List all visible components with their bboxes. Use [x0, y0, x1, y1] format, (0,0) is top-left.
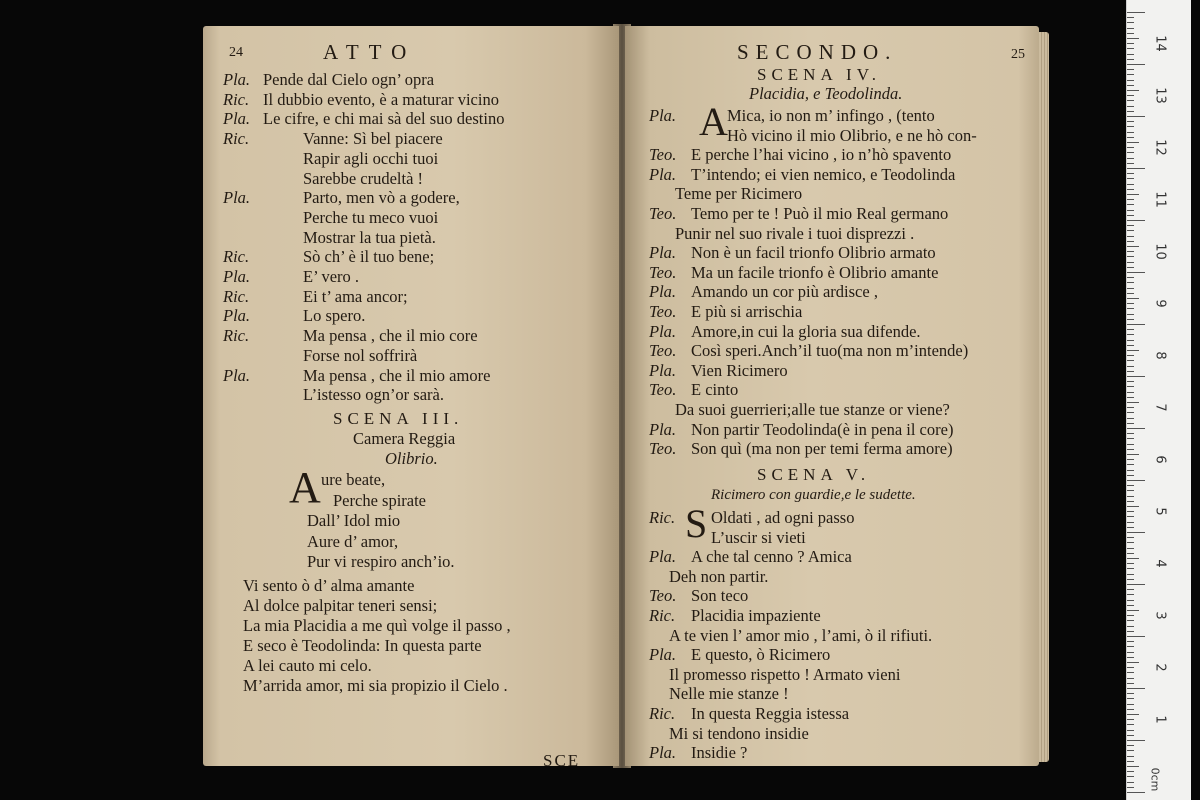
recitative-line: A lei cauto mi celo.: [243, 656, 372, 675]
ruler-tick: [1127, 594, 1134, 595]
verse-line: Parto, men vò a godere,: [303, 188, 460, 208]
left-page: [203, 26, 619, 766]
ruler-tick: [1127, 43, 1134, 44]
speaker-label: Pla.: [649, 419, 677, 439]
ruler-tick: [1127, 319, 1134, 320]
speaker-label: Pla.: [223, 365, 251, 385]
ruler-tick: [1127, 688, 1145, 689]
ruler-tick: [1127, 329, 1134, 330]
verse-line: E questo, ò Ricimero: [691, 645, 831, 665]
ruler-tick: [1127, 620, 1134, 621]
verse-line: Deh non partir.: [669, 566, 769, 586]
ruler-tick: [1127, 542, 1134, 543]
ruler-tick: [1127, 761, 1134, 762]
scene-heading: SCENA IV.: [757, 65, 882, 84]
ruler-tick: [1127, 745, 1134, 746]
ruler-number: 13: [1152, 87, 1168, 104]
ruler-tick: [1127, 106, 1134, 107]
ruler-tick: [1127, 657, 1134, 658]
ruler-tick: [1127, 334, 1134, 335]
scene-persons: Ricimero con guardie,e le sudette.: [711, 487, 916, 503]
recitative-line: Al dolce palpitar teneri sensi;: [243, 596, 438, 615]
ruler-tick: [1127, 178, 1134, 179]
ruler-number: 8: [1152, 351, 1168, 360]
ruler-tick: [1127, 28, 1134, 29]
ruler-tick: [1127, 324, 1145, 325]
ruler-tick: [1127, 470, 1134, 471]
ruler-tick: [1127, 33, 1134, 34]
ruler-tick: [1127, 672, 1134, 673]
speaker-label: Pla.: [649, 321, 677, 341]
ruler-tick: [1127, 402, 1139, 403]
drop-capital: A: [289, 463, 321, 512]
speaker-label: Teo.: [649, 204, 677, 223]
ruler-tick: [1127, 381, 1134, 382]
verse-line: Amando un cor più ardisce ,: [691, 282, 878, 302]
speaker-label: Ric.: [649, 508, 676, 527]
ruler-tick: [1127, 771, 1134, 772]
ruler-tick: [1127, 698, 1134, 699]
ruler-tick: [1127, 54, 1134, 55]
ruler-tick: [1127, 350, 1139, 351]
ruler-tick: [1127, 116, 1145, 117]
ruler-tick: [1127, 787, 1134, 788]
page-edges: [1039, 32, 1049, 762]
speaker-label: Pla.: [649, 106, 677, 125]
ruler-tick: [1127, 272, 1145, 273]
ruler-tick: [1127, 251, 1134, 252]
speaker-label: Pla.: [649, 164, 677, 184]
ruler-tick: [1127, 80, 1134, 81]
ruler-tick: [1127, 412, 1134, 413]
verse-line: E’ vero .: [303, 267, 360, 286]
ruler-tick: [1127, 366, 1134, 367]
ruler-tick: [1127, 433, 1134, 434]
aria-verse: Dall’ Idol mio: [307, 511, 401, 530]
ruler-tick: [1127, 496, 1134, 497]
ruler-tick: [1127, 631, 1134, 632]
recitative-line: Vi sento ò d’ alma amante: [243, 576, 415, 595]
verse-line: Ma un facile trionfo è Olibrio amante: [691, 262, 939, 282]
ruler-unit: 0cm: [1148, 767, 1162, 792]
ruler-tick: [1127, 506, 1139, 507]
ruler-number: 9: [1152, 299, 1168, 308]
ruler-tick: [1127, 194, 1139, 195]
ruler-tick: [1127, 225, 1134, 226]
ruler-tick: [1127, 418, 1134, 419]
verse-line: Sarebbe crudeltà !: [303, 168, 424, 188]
ruler-tick: [1127, 288, 1134, 289]
ruler-number: 4: [1152, 559, 1168, 568]
ruler-tick: [1127, 730, 1134, 731]
measuring-ruler: [1126, 0, 1191, 800]
ruler-tick: [1127, 303, 1134, 304]
ruler-tick: [1127, 293, 1134, 294]
drop-capital: A: [699, 99, 728, 144]
ruler-tick: [1127, 345, 1134, 346]
verse-line: Vien Ricimero: [691, 360, 788, 380]
ruler-tick: [1127, 314, 1134, 315]
scene-persons: Olibrio.: [385, 449, 438, 468]
speaker-label: Ric.: [223, 89, 250, 109]
ruler-tick: [1127, 111, 1134, 112]
verse-line: Il dubbio evento, è a maturar vicino: [263, 89, 499, 109]
speaker-label: Pla.: [223, 188, 251, 208]
ruler-number: 5: [1152, 507, 1168, 516]
ruler-tick: [1127, 121, 1134, 122]
verse-line: L’uscir si vieti: [711, 527, 806, 547]
verse-line: A che tal cenno ? Amica: [691, 547, 852, 567]
ruler-tick: [1127, 667, 1134, 668]
ruler-tick: [1127, 615, 1134, 616]
speaker-label: Pla.: [649, 360, 677, 380]
ruler-tick: [1127, 215, 1134, 216]
ruler-tick: [1127, 204, 1134, 205]
ruler-tick: [1127, 714, 1139, 715]
ruler-number: 2: [1152, 663, 1168, 672]
ruler-tick: [1127, 126, 1134, 127]
ruler-tick: [1127, 199, 1134, 200]
verse-line: In questa Reggia istessa: [691, 704, 850, 723]
verse-line: Perche tu meco vuoi: [303, 207, 439, 227]
ruler-number: 14: [1152, 35, 1168, 52]
verse-line: Ma pensa , che il mio core: [303, 326, 478, 346]
speaker-label: Teo.: [649, 302, 677, 321]
ruler-tick: [1127, 230, 1134, 231]
ruler-tick: [1127, 584, 1145, 585]
right-page: [625, 26, 1039, 766]
ruler-tick: [1127, 282, 1134, 283]
ruler-tick: [1127, 12, 1145, 13]
scene-heading: SCENA V.: [757, 465, 871, 484]
verse-line: Teme per Ricimero: [675, 184, 803, 204]
speaker-label: Pla.: [223, 109, 251, 129]
ruler-tick: [1127, 241, 1134, 242]
ruler-tick: [1127, 610, 1139, 611]
verse-line: Placidia impaziente: [691, 606, 821, 625]
scene-heading: SCENA III.: [333, 409, 464, 428]
speaker-label: Pla.: [649, 645, 677, 665]
speaker-label: Pla.: [223, 267, 251, 286]
ruler-tick: [1127, 459, 1134, 460]
ruler-tick: [1127, 636, 1145, 637]
ruler-tick: [1127, 454, 1139, 455]
running-head: ATTO: [323, 40, 417, 64]
ruler-tick: [1127, 428, 1145, 429]
ruler-number: 10: [1152, 243, 1168, 260]
speaker-label: Teo.: [649, 586, 677, 606]
ruler-number: 3: [1152, 611, 1168, 620]
ruler-tick: [1127, 646, 1134, 647]
ruler-tick: [1127, 220, 1145, 221]
ruler-tick: [1127, 22, 1134, 23]
ruler-tick: [1127, 423, 1134, 424]
aria-verse: ure beate,: [321, 470, 386, 489]
ruler-tick: [1127, 511, 1134, 512]
ruler-tick: [1127, 173, 1134, 174]
ruler-tick: [1127, 95, 1134, 96]
ruler-tick: [1127, 750, 1134, 751]
verse-line: Le cifre, e chi mai sà del suo destino: [263, 109, 505, 129]
speaker-label: Pla.: [649, 743, 677, 763]
verse-line: Vanne: Sì bel piacere: [303, 129, 443, 149]
ruler-tick: [1127, 516, 1134, 517]
verse-line: Ma pensa , che il mio amore: [303, 365, 491, 385]
ruler-tick: [1127, 485, 1134, 486]
ruler-tick: [1127, 724, 1134, 725]
ruler-tick: [1127, 568, 1134, 569]
ruler-tick: [1127, 137, 1134, 138]
speaker-label: Pla.: [649, 547, 677, 567]
ruler-tick: [1127, 776, 1134, 777]
speaker-label: Teo.: [649, 262, 677, 282]
speaker-label: Teo.: [649, 341, 677, 361]
speaker-label: Pla.: [223, 70, 251, 89]
verse-line: Temo per te ! Può il mio Real germano: [691, 204, 949, 223]
verse-line: A te vien l’ amor mio , l’ami, ò il rifiuti.: [669, 625, 933, 645]
ruler-tick: [1127, 158, 1134, 159]
verse-line: Mica, io non m’ infingo , (tento: [727, 106, 935, 125]
ruler-tick: [1127, 537, 1134, 538]
verse-line: Lo spero.: [303, 306, 366, 326]
ruler-tick: [1127, 719, 1134, 720]
aria-verse: Aure d’ amor,: [307, 531, 399, 551]
verse-line: Hò vicino il mio Olibrio, e ne hò con-: [727, 125, 977, 145]
ruler-tick: [1127, 85, 1134, 86]
verse-line: Non partir Teodolinda(è in pena il core): [691, 419, 954, 439]
verse-line: L’istesso ogn’or sarà.: [303, 385, 444, 405]
ruler-tick: [1127, 678, 1134, 679]
speaker-label: Ric.: [223, 286, 250, 306]
page-number: 25: [1011, 47, 1025, 62]
recitative-line: La mia Placidia a me quì volge il passo ,: [243, 616, 511, 635]
scene-persons: Placidia, e Teodolinda.: [749, 84, 903, 103]
speaker-label: Pla.: [223, 306, 251, 326]
ruler-tick: [1127, 548, 1134, 549]
verse-line: Non è un facil trionfo Olibrio armato: [691, 243, 936, 263]
speaker-label: Teo.: [649, 439, 677, 459]
speaker-label: Ric.: [223, 129, 250, 149]
ruler-tick: [1127, 59, 1134, 60]
ruler-tick: [1127, 392, 1134, 393]
ruler-tick: [1127, 532, 1145, 533]
ruler-tick: [1127, 490, 1134, 491]
ruler-tick: [1127, 574, 1134, 575]
ruler-tick: [1127, 147, 1134, 148]
ruler-tick: [1127, 184, 1134, 185]
ruler-tick: [1127, 100, 1134, 101]
verse-line: T’intendo; ei vien nemico, e Teodolinda: [691, 164, 956, 184]
ruler-tick: [1127, 522, 1134, 523]
ruler-tick: [1127, 553, 1134, 554]
speaker-label: Ric.: [649, 606, 676, 625]
ruler-number: 6: [1152, 455, 1168, 464]
drop-capital: S: [685, 501, 708, 546]
ruler-tick: [1127, 792, 1145, 793]
ruler-tick: [1127, 662, 1139, 663]
running-head: SECONDO.: [737, 40, 898, 64]
verse-line: Pende dal Cielo ogn’ opra: [263, 70, 435, 89]
verse-line: Punir nel suo rivale i tuoi disprezzi .: [675, 223, 915, 243]
ruler-tick: [1127, 210, 1134, 211]
ruler-tick: [1127, 652, 1134, 653]
verse-line: Oldati , ad ogni passo: [711, 508, 855, 527]
ruler-tick: [1127, 740, 1145, 741]
ruler-tick: [1127, 449, 1134, 450]
ruler-tick: [1127, 262, 1134, 263]
ruler-tick: [1127, 475, 1134, 476]
ruler-tick: [1127, 360, 1134, 361]
ruler-tick: [1127, 371, 1134, 372]
ruler-tick: [1127, 563, 1134, 564]
verse-line: Mi si tendono insidie: [669, 723, 809, 743]
ruler-tick: [1127, 558, 1139, 559]
verse-line: E più si arrischia: [691, 302, 803, 321]
ruler-tick: [1127, 340, 1134, 341]
ruler-number: 11: [1152, 191, 1168, 208]
ruler-tick: [1127, 693, 1134, 694]
ruler-tick: [1127, 48, 1134, 49]
verse-line: Insidie ?: [691, 743, 748, 763]
ruler-tick: [1127, 64, 1145, 65]
ruler-tick: [1127, 641, 1134, 642]
speaker-label: Teo.: [649, 145, 677, 165]
ruler-number: 7: [1152, 403, 1168, 412]
verse-line: Rapir agli occhi tuoi: [303, 148, 439, 168]
verse-line: Amore,in cui la gloria sua difende.: [691, 321, 921, 341]
ruler-tick: [1127, 17, 1134, 18]
ruler-tick: [1127, 600, 1134, 601]
verse-line: Il promesso rispetto ! Armato vieni: [669, 664, 901, 684]
page-number: 24: [229, 45, 243, 60]
speaker-label: Ric.: [223, 247, 250, 267]
ruler-tick: [1127, 407, 1134, 408]
ruler-number: 12: [1152, 139, 1168, 156]
ruler-tick: [1127, 90, 1139, 91]
verse-line: Son quì (ma non per temi ferma amore): [691, 439, 953, 459]
verse-line: Così speri.Anch’il tuo(ma non m’intende): [691, 341, 969, 361]
ruler-tick: [1127, 189, 1134, 190]
ruler-tick: [1127, 605, 1134, 606]
speaker-label: Teo.: [649, 380, 677, 400]
ruler-tick: [1127, 527, 1134, 528]
speaker-label: Ric.: [649, 704, 676, 723]
ruler-tick: [1127, 142, 1139, 143]
ruler-tick: [1127, 589, 1134, 590]
aria-verse: Pur vi respiro anch’io.: [307, 552, 455, 571]
ruler-tick: [1127, 246, 1139, 247]
verse-line: Nelle mie stanze !: [669, 684, 789, 704]
recitative-line: E seco è Teodolinda: In questa parte: [243, 636, 482, 655]
ruler-tick: [1127, 683, 1134, 684]
speaker-label: Ric.: [223, 326, 250, 346]
speaker-label: Pla.: [649, 282, 677, 302]
ruler-tick: [1127, 308, 1134, 309]
ruler-tick: [1127, 355, 1134, 356]
ruler-tick: [1127, 444, 1134, 445]
ruler-tick: [1127, 236, 1134, 237]
ruler-tick: [1127, 766, 1139, 767]
ruler-tick: [1127, 69, 1134, 70]
ruler-tick: [1127, 38, 1139, 39]
ruler-tick: [1127, 626, 1134, 627]
scene-place: Camera Reggia: [353, 429, 456, 448]
ruler-tick: [1127, 74, 1134, 75]
ruler-tick: [1127, 579, 1134, 580]
ruler-tick: [1127, 735, 1134, 736]
ruler-tick: [1127, 267, 1134, 268]
ruler-tick: [1127, 464, 1134, 465]
ruler-tick: [1127, 397, 1134, 398]
ruler-tick: [1127, 709, 1134, 710]
ruler-tick: [1127, 152, 1134, 153]
ruler-tick: [1127, 386, 1134, 387]
verse-line: Ei t’ ama ancor;: [303, 286, 408, 306]
ruler-tick: [1127, 376, 1145, 377]
catchword: SCE: [543, 751, 581, 766]
verse-line: Forse nol soffrirà: [303, 345, 418, 365]
verse-line: Son teco: [691, 586, 749, 606]
ruler-tick: [1127, 480, 1145, 481]
ruler-tick: [1127, 163, 1134, 164]
ruler-tick: [1127, 438, 1134, 439]
aria-verse: Perche spirate: [333, 490, 426, 510]
ruler-tick: [1127, 501, 1134, 502]
open-book: [195, 18, 1055, 778]
ruler-tick: [1127, 132, 1134, 133]
ruler-tick: [1127, 298, 1139, 299]
verse-line: E perche l’hai vicino , io n’hò spavento: [691, 145, 952, 165]
speaker-label: Pla.: [649, 243, 677, 263]
ruler-tick: [1127, 704, 1134, 705]
ruler-tick: [1127, 782, 1134, 783]
verse-line: Sò ch’ è il tuo bene;: [303, 247, 435, 267]
verse-line: E cinto: [691, 380, 739, 400]
ruler-tick: [1127, 756, 1134, 757]
verse-line: Da suoi guerrieri;alle tue stanze or viene?: [675, 400, 950, 419]
ruler-tick: [1127, 256, 1134, 257]
ruler-number: 1: [1152, 715, 1168, 724]
verse-line: Mostrar la tua pietà.: [303, 227, 436, 247]
ruler-tick: [1127, 168, 1145, 169]
ruler-tick: [1127, 277, 1134, 278]
recitative-line: M’arrida amor, mi sia propizio il Cielo .: [243, 676, 508, 695]
